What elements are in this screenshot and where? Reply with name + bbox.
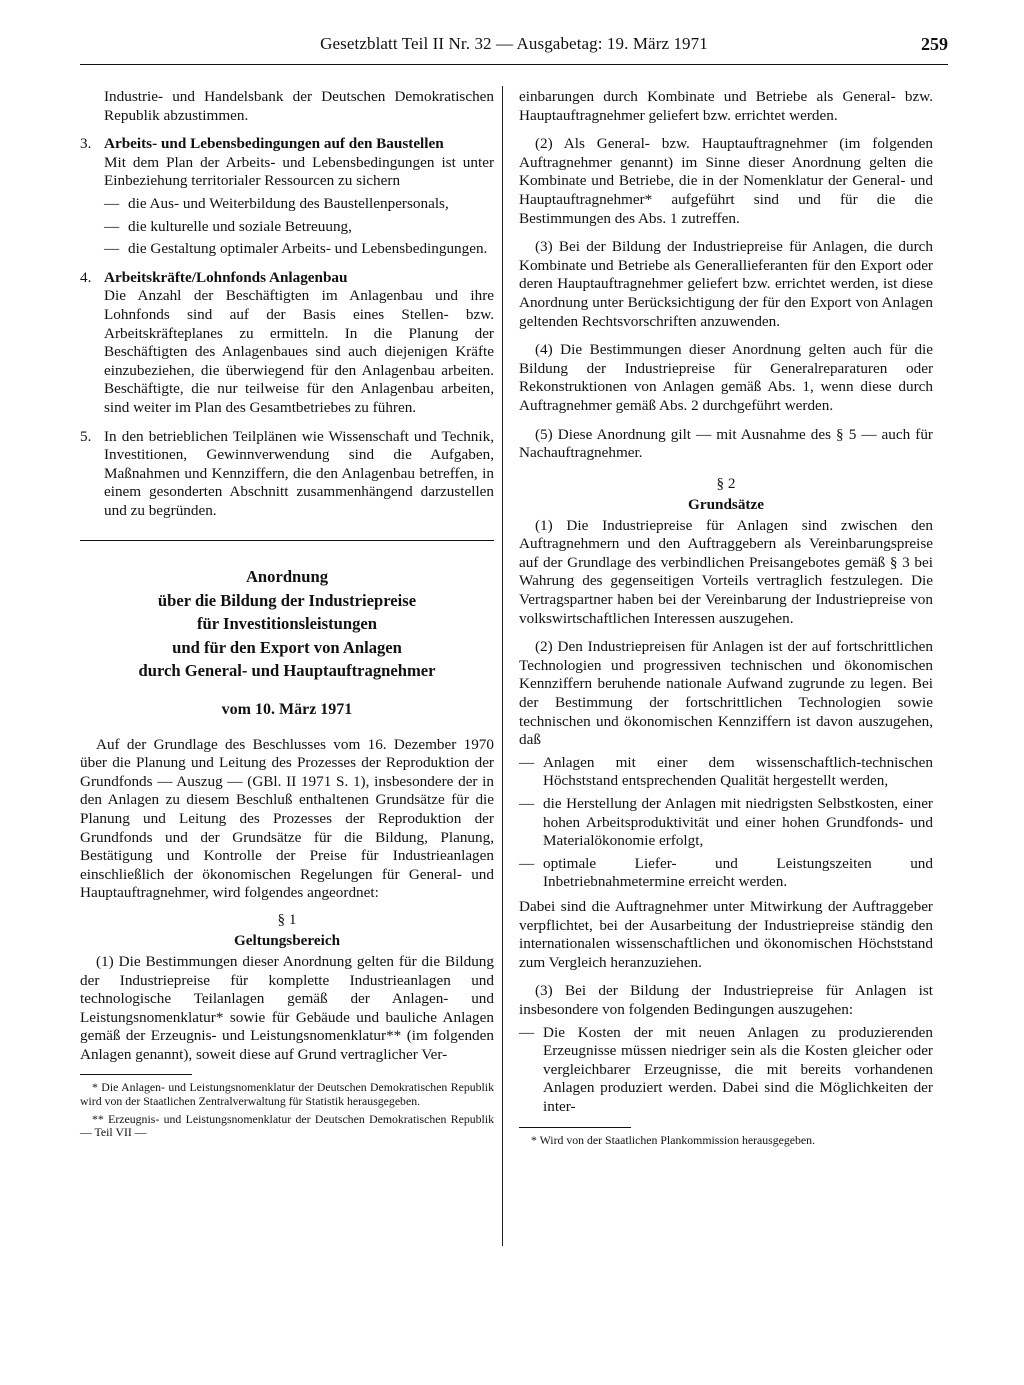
bullet-text: Anlagen mit einer dem wissenschaftlich-technischen Höchststand entsprechenden Qualität hergestellt werden,: [543, 753, 933, 790]
dash-marker: —: [104, 217, 120, 235]
section-paragraph: (1) Die Industriepreise für Anlagen sind zwischen den Auftragnehmern und den Auftraggebern als Vereinbarungspreise auf der Grundlage des verbindlichen Preisangebotes gemäß § 3 bei Wahrung des gegenseitigen Vorteils vertraglich festzulegen. Die Vertragspartner haben bei der Vereinbarung der Industriepreise von volkswirtschaftlichen Interessen auszugehen.: [519, 516, 933, 627]
item-number: 4.: [80, 268, 92, 286]
item-heading: Arbeits- und Lebensbedingungen auf den Baustellen: [104, 135, 444, 153]
section-paragraph: Dabei sind die Auftragnehmer unter Mitwirkung der Auftraggeber verpflichtet, bei der Ausarbeitung der Industriepreise ständig den internationalen wissenschaftlichen und ökonomischen Höchststand zum Vergleich heranzuziehen.: [519, 897, 933, 971]
section-paragraph: (5) Diese Anordnung gilt — mit Ausnahme des § 5 — auch für Nachauftragnehmer.: [519, 425, 933, 462]
intro-paragraph: Industrie- und Handelsbank der Deutschen Demokratischen Republik abzustimmen.: [104, 88, 494, 124]
section-title: Geltungsbereich: [233, 931, 341, 949]
list-item: [519, 1024, 933, 1117]
title-line: für Investitionsleistungen: [197, 614, 377, 634]
item-text: Mit dem Plan der Arbeits- und Lebensbedingungen ist unter Einbeziehung territorialer Ressourcen zu sichern: [104, 153, 494, 190]
header-rule: [80, 64, 948, 65]
footnote-rule: [80, 1074, 192, 1075]
list-item: [519, 795, 933, 851]
dash-marker: —: [519, 854, 535, 872]
section-paragraph: (2) Den Industriepreisen für Anlagen ist der auf fortschrittlichen Technologien und progressiven technischen und ökonomischen Kennziffern beruhende nationale Aufwand zugrunde zu legen. Bei der Bestimmung der fortschrittlichen Technologien sowie technischen und ökonomischen Kennziffern ist davon auszugehen, daß: [519, 638, 933, 749]
list-item: [519, 754, 933, 791]
right-column: [519, 88, 933, 1151]
footnote-rule: [519, 1127, 631, 1128]
bullet-text: die Gestaltung optimaler Arbeits- und Lebensbedingungen.: [128, 240, 488, 258]
section-sign: § 1: [277, 910, 297, 928]
bullet-text: die kulturelle und soziale Betreuung,: [128, 217, 352, 235]
page-header: [80, 34, 948, 58]
section-sign: § 2: [716, 474, 736, 492]
bullet-text: Die Kosten der mit neuen Anlagen zu produzierenden Erzeugnisse müssen niedriger sein als die Kosten gleicher oder vergleichbarer Erzeugnisse, die mit bereits vorhandenen Anlagen produziert werden. Dabei sind die Möglichkeiten der inter-: [543, 1023, 933, 1115]
ordinance-date: vom 10. März 1971: [221, 700, 353, 718]
list-item: [104, 195, 494, 214]
footnote: * Die Anlagen- und Leistungsnomenklatur der Deutschen Demokratischen Republik wird von der Staatlichen Zentralverwaltung für Statistik herausgegeben.: [80, 1080, 494, 1109]
footnote: * Wird von der Staatlichen Plankommission herausgegeben.: [531, 1132, 816, 1147]
list-item-3: [80, 135, 494, 259]
item-text: In den betrieblichen Teilplänen wie Wissenschaft und Technik, Investitionen, Gewinnverwendung sind die Aufgaben, Maßnahmen und Kennziffern, die den Anlagenbau betreffen, in einem gesonderten Abschnitt zusammenhängend darzustellen und zu begründen.: [104, 427, 494, 519]
section-paragraph: (3) Bei der Bildung der Industriepreise für Anlagen, die durch Kombinate und Betriebe als Generallieferanten für den Export oder deren Hauptauftragnehmer geliefert bzw. errichtet werden, ist diese Anordnung unter Berücksichtigung der für den Export von Anlagen geltenden Rechtsvorschriften anzuwenden.: [519, 238, 933, 330]
title-line: über die Bildung der Industriepreise: [157, 590, 417, 610]
title-line: durch General- und Hauptauftragnehmer: [138, 661, 436, 681]
list-item: [519, 855, 933, 892]
item-number: 3.: [80, 135, 92, 153]
item-text: Die Anzahl der Beschäftigten im Anlagenbau und ihre Lohnfonds sind auf der Basis eines Stellen- bzw. Arbeitskräfteplanes zu ermitteln. In die Planung der Beschäftigten des Anlagenbaues sind auch diejenigen Kräfte einzubeziehen, die überwiegend für den Anlagenbau arbeiten. Beschäftigte, die nur teilweise für den Anlagenbau arbeiten, sind weiter im Plan des Gesamtbetriebes zu führen.: [104, 287, 494, 416]
dash-marker: —: [104, 194, 120, 212]
dash-marker: —: [519, 1023, 535, 1041]
continued-paragraph: einbarungen durch Kombinate und Betriebe als General- bzw. Hauptauftragnehmer geliefert bzw. errichtet werden.: [519, 88, 933, 124]
section-title: Grundsätze: [688, 495, 764, 513]
item-number: 5.: [80, 427, 92, 445]
list-item: [104, 218, 494, 237]
left-column: [80, 88, 494, 1144]
bullet-text: die Herstellung der Anlagen mit niedrigsten Selbstkosten, einer hohen Arbeitsproduktivität und einer hohen Grundfonds- und Materialökonomie erfolgt,: [543, 795, 933, 850]
dash-marker: —: [519, 753, 535, 771]
list-item: [104, 240, 494, 259]
bullet-text: die Aus- und Weiterbildung des Baustellenpersonals,: [128, 194, 449, 212]
section-paragraph: (2) Als General- bzw. Hauptauftragnehmer (im folgenden Auftragnehmer genannt) im Sinne dieser Anordnung gelten die Kombinate und Betriebe, die in der Nomenklatur der General- und Hauptauftragnehmer* aufgeführt sind und für die die Bestimmungen des Abs. 1 zutreffen.: [519, 135, 933, 227]
dash-marker: —: [519, 795, 535, 812]
list-item-5: [80, 428, 494, 521]
column-divider: [502, 86, 503, 1246]
header-title: Gesetzblatt Teil II Nr. 32 — Ausgabetag: 19. März 1971: [320, 34, 708, 53]
footnotes: [519, 1134, 933, 1148]
section-divider: [80, 540, 494, 541]
title-line: Anordnung: [245, 567, 329, 587]
footnote: ** Erzeugnis- und Leistungsnomenklatur der Deutschen Demokratischen Republik — Teil VII —: [80, 1111, 494, 1140]
title-line: und für den Export von Anlagen: [172, 637, 402, 657]
bullet-text: optimale Liefer- und Leistungszeiten und Inbetriebnahmetermine erreicht werden.: [543, 854, 933, 891]
section-paragraph: (3) Bei der Bildung der Industriepreise für Anlagen ist insbesondere von folgenden Bedingungen auszugehen:: [519, 982, 933, 1018]
dash-marker: —: [104, 240, 120, 258]
footnotes: [80, 1081, 494, 1139]
list-item-4: [80, 269, 494, 418]
section-paragraph: (4) Die Bestimmungen dieser Anordnung gelten auch für die Bildung der Industriepreise für Generalreparaturen oder Rekonstruktionen von Anlagen gemäß Abs. 1, wenn diese durch Auftragnehmer gemäß Abs. 2 durchgeführt werden.: [519, 341, 933, 414]
page-number: 259: [921, 34, 948, 54]
item-heading: Arbeitskräfte/Lohnfonds Anlagenbau: [104, 268, 348, 286]
preamble: Auf der Grundlage des Beschlusses vom 16. Dezember 1970 über die Planung und Leitung des Prozesses der Reproduktion der Grundfonds — Auszug — (GBl. II 1971 S. 1), insbesondere der in den Anlagen zu diesem Beschluß enthaltenen Grundsätze für die Planung und Leitung des Prozesses der Reproduktion der Grundfonds und der Grundsätze für die Bildung, Planung, Bestätigung und Kontrolle der Preise für Industrieanlagen einschließlich der ökonomischen Regelungen für General- und Hauptauftragnehmer, wird folgendes angeordnet:: [80, 735, 494, 902]
ordinance-title: [80, 565, 494, 683]
section-paragraph: (1) Die Bestimmungen dieser Anordnung gelten für die Bildung der Industriepreise für komplette Industrieanlagen und technologische Teilanlagen gemäß der Anlagen- und Leistungsnomenklatur* sowie für Gebäude und bauliche Anlagen gemäß der Erzeugnis- und Leistungsnomenklatur** (im folgenden Anlagen genannt), soweit diese auf Grund vertraglicher Ver-: [80, 952, 494, 1063]
